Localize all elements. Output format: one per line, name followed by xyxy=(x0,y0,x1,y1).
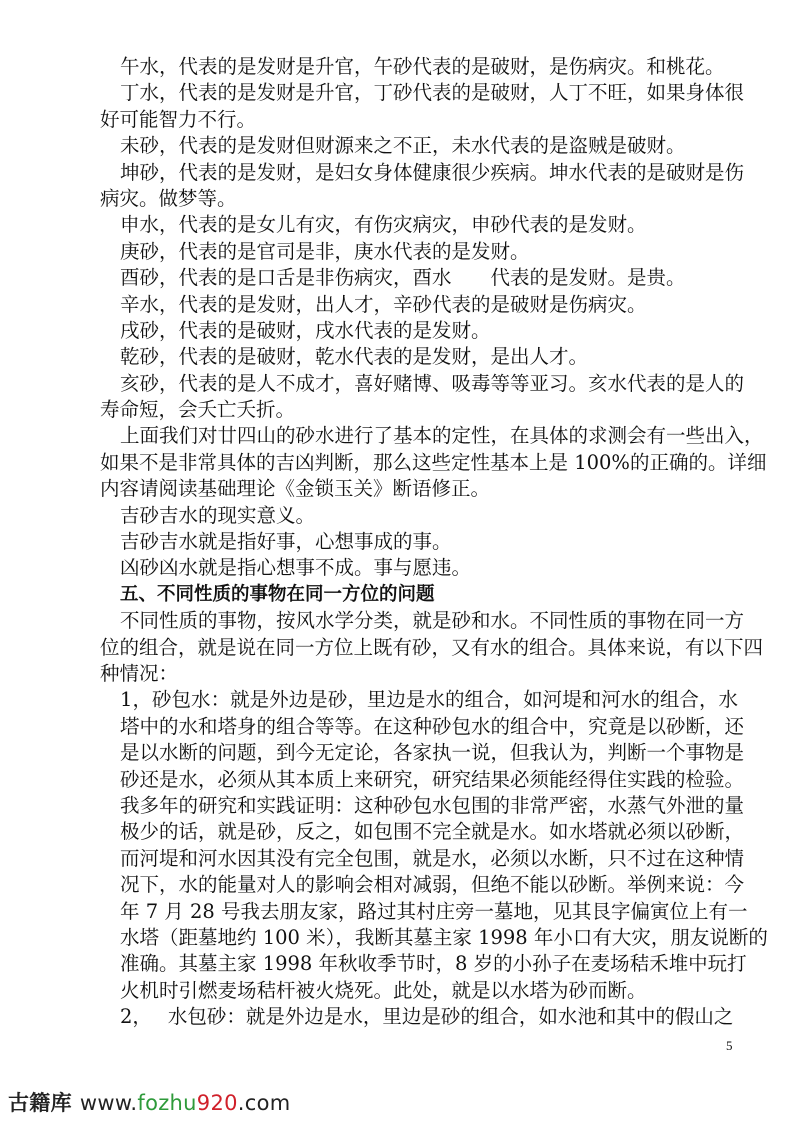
footer-url-suffix: .com xyxy=(237,1091,291,1115)
text-line: 塔中的水和塔身的组合等等。在这种砂包水的组合中，究竟是以砂断，还 xyxy=(120,714,745,738)
text-line: 况下，水的能量对人的影响会相对减弱，但绝不能以砂断。举例来说：今 xyxy=(120,873,745,897)
text-line: 吉砂吉水的现实意义。 xyxy=(120,503,316,527)
text-line: 亥砂，代表的是人不成才，喜好赌博、吸毒等等亚习。亥水代表的是人的 xyxy=(120,371,745,395)
text-line: 未砂，代表的是发财但财源来之不正，未水代表的是盗贼是破财。 xyxy=(120,134,686,158)
text-line: 午水，代表的是发财是升官，午砂代表的是破财，是伤病灾。和桃花。 xyxy=(120,55,725,78)
paragraph xyxy=(100,80,745,133)
paragraph xyxy=(100,239,738,265)
paragraph xyxy=(100,54,738,80)
paragraph xyxy=(100,423,767,502)
text-line: 是以水断的问题，到今无定论，各家执一说，但我认为，判断一个事物是 xyxy=(120,741,745,765)
text-line: 极少的话，就是砂，反之，如包围不完全就是水。如水塔就必须以砂断， xyxy=(120,820,745,844)
paragraph xyxy=(100,1004,738,1030)
document-body xyxy=(100,54,768,1030)
footer-url-red: 920 xyxy=(196,1091,238,1115)
text-line: 2， 水包砂：就是外边是水，里边是砂的组合，如水池和其中的假山之 xyxy=(120,1005,734,1029)
text-line: 辛水，代表的是发财，出人才，辛砂代表的是破财是伤病灾。 xyxy=(120,292,647,316)
text-line: 火机时引燃麦场秸杆被火烧死。此处，就是以水塔为砂而断。 xyxy=(120,978,647,1002)
paragraph xyxy=(100,265,738,291)
text-line: 申水，代表的是女儿有灾，有伤灾病灾，申砂代表的是发财。 xyxy=(120,213,647,237)
paragraph xyxy=(100,344,738,370)
text-line: 酉砂，代表的是口舌是非伤病灾，酉水 代表的是发财。是贵。 xyxy=(120,266,686,290)
paragraph xyxy=(100,212,738,238)
text-line: 水塔（距墓地约 100 米），我断其墓主家 1998 年小口有大灾，朋友说断的 xyxy=(120,925,768,949)
footer-watermark xyxy=(8,1087,291,1117)
text-line: 丁水，代表的是发财是升官，丁砂代表的是破财，人丁不旺，如果身体很 xyxy=(120,81,745,105)
text-line: 坤砂，代表的是发财，是妇女身体健康很少疾病。坤水代表的是破财是伤 xyxy=(120,160,745,184)
text-line: 寿命短，会夭亡夭折。 xyxy=(100,398,296,422)
text-line: 五、不同性质的事物在同一方位的问题 xyxy=(120,583,435,605)
footer-url-prefix: www. xyxy=(79,1091,138,1115)
section-heading xyxy=(100,582,738,608)
paragraph xyxy=(100,292,738,318)
text-line: 我多年的研究和实践证明：这种砂包水包围的非常严密，水蒸气外泄的量 xyxy=(120,793,745,817)
text-line: 位的组合，就是说在同一方位上既有砂，又有水的组合。具体来说，有以下四 xyxy=(100,635,764,659)
text-line: 好可能智力不行。 xyxy=(100,107,257,131)
text-line: 种情况： xyxy=(100,661,179,685)
text-line: 年 7 月 28 号我去朋友家，路过其村庄旁一墓地，见其艮字偏寅位上有一 xyxy=(120,899,748,923)
paragraph xyxy=(100,318,738,344)
footer-url-green: fozhu xyxy=(137,1091,197,1115)
paragraph xyxy=(100,608,764,687)
text-line: 如果不是非常具体的吉凶判断，那么这些定性基本上是 100%的正确的。详细 xyxy=(100,450,767,474)
text-line: 砂还是水，必须从其本质上来研究，研究结果必须能经得住实践的检验。 xyxy=(120,767,745,791)
text-line: 内容请阅读基础理论《金锁玉关》断语修正。 xyxy=(100,477,491,501)
page-number: 5 xyxy=(726,1038,733,1053)
text-line: 病灾。做梦等。 xyxy=(100,186,237,210)
text-line: 上面我们对廿四山的砂水进行了基本的定性，在具体的求测会有一些出入， xyxy=(120,424,764,448)
text-line: 戌砂，代表的是破财，戌水代表的是发财。 xyxy=(120,318,491,342)
paragraph xyxy=(100,371,745,424)
footer-brand: 古籍库 xyxy=(8,1091,72,1115)
paragraph xyxy=(100,555,738,581)
paragraph xyxy=(100,687,768,1004)
text-line: 吉砂吉水就是指好事，心想事成的事。 xyxy=(120,530,452,554)
paragraph xyxy=(100,529,738,555)
text-line: 准确。其墓主家 1998 年秋收季节时，8 岁的小孙子在麦场秸禾堆中玩打 xyxy=(120,952,747,976)
text-line: 1，砂包水：就是外边是砂，里边是水的组合，如河堤和河水的组合，水 xyxy=(120,688,738,712)
text-line: 乾砂，代表的是破财，乾水代表的是发财，是出人才。 xyxy=(120,345,589,369)
paragraph xyxy=(100,133,738,159)
text-line: 不同性质的事物，按风水学分类，就是砂和水。不同性质的事物在同一方 xyxy=(120,609,745,633)
text-line: 凶砂凶水就是指心想事不成。事与愿违。 xyxy=(120,556,472,580)
paragraph xyxy=(100,503,738,529)
text-line: 庚砂，代表的是官司是非，庚水代表的是发财。 xyxy=(120,239,530,263)
text-line: 而河堤和河水因其没有完全包围，就是水，必须以水断，只不过在这种情 xyxy=(120,846,745,870)
paragraph xyxy=(100,160,745,213)
